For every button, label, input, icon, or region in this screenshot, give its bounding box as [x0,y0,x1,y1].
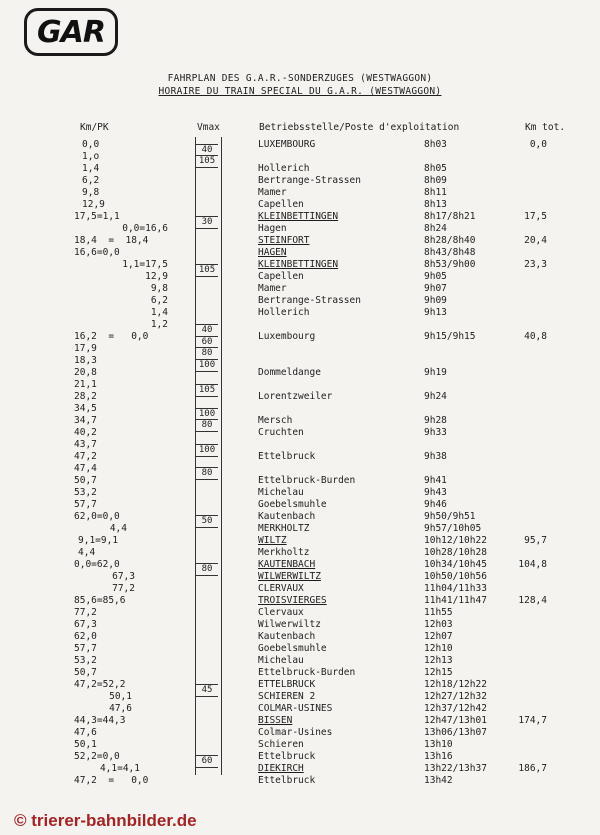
km-value: 77,2 [112,583,135,594]
header-km-pk: Km/PK [80,122,109,133]
station-name: Wilwerwiltz [258,619,321,630]
timetable-row [0,223,600,235]
km-value: 6,2 [82,175,100,186]
time-value: 13h16 [424,751,453,762]
timetable-row [0,163,600,175]
timetable-row [0,475,600,487]
km-value: 52,2=0,0 [74,751,120,762]
km-value: 67,3 [112,571,135,582]
timetable-row [0,775,600,787]
time-value: 11h04/11h33 [424,583,487,594]
time-value: 9h57/10h05 [424,523,482,534]
time-value: 9h05 [424,271,447,282]
km-value: 40,2 [74,427,97,438]
time-value: 12h13 [424,655,453,666]
time-value: 12h27/12h32 [424,691,487,702]
station-name: Clervaux [258,607,304,618]
time-value: 10h28/10h28 [424,547,487,558]
km-total: 174,7 [518,715,547,726]
station-name: Mamer [258,283,287,294]
station-name: Colmar-Usines [258,727,333,738]
time-value: 8h03 [424,139,447,150]
km-value: 4,4 [109,523,127,534]
time-value: 8h11 [424,187,447,198]
km-value: 53,2 [74,487,97,498]
station-name: Ettelbruck [258,751,316,762]
km-total: 104,8 [518,559,547,570]
time-value: 9h33 [424,427,447,438]
header-station: Betriebsstelle/Poste d'exploitation [259,122,460,133]
time-value: 9h15/9h15 [424,331,476,342]
time-value: 11h41/11h47 [424,595,487,606]
station-name: KAUTENBACH [258,559,316,570]
timetable-row [0,211,600,223]
km-value: 6,2 [150,295,168,306]
time-value: 13h06/13h07 [424,727,487,738]
title-german: FAHRPLAN DES G.A.R.-SONDERZUGES (WESTWAGGON) [167,73,433,84]
time-value: 12h10 [424,643,453,654]
timetable-row [0,175,600,187]
time-value: 13h22/13h37 [424,763,487,774]
gar-logo: GAR [24,8,118,56]
time-value: 9h46 [424,499,447,510]
title-french: HORAIRE DU TRAIN SPECIAL DU G.A.R. (WESTWAGGON) [158,86,442,97]
time-value: 8h05 [424,163,447,174]
km-value: 21,1 [74,379,97,390]
timetable-row [0,151,600,163]
km-value: 0,0=62,0 [74,559,120,570]
station-name: Cruchten [258,427,304,438]
km-value: 50,1 [109,691,132,702]
vmax-value: 105 [196,264,218,277]
timetable-row [0,583,600,595]
km-value: 43,7 [74,439,97,450]
km-value: 47,6 [109,703,132,714]
station-name: LUXEMBOURG [258,139,316,150]
vmax-value: 80 [196,347,218,360]
station-name: Merkholtz [258,547,310,558]
time-value: 9h28 [424,415,447,426]
vmax-value: 40 [196,324,218,337]
timetable-row [0,703,600,715]
timetable-row [0,367,600,379]
timetable-row [0,295,600,307]
station-name: Michelau [258,487,304,498]
station-name: Schieren [258,739,304,750]
km-value: 1,2 [150,319,168,330]
timetable-row [0,715,600,727]
station-name: Hollerich [258,163,310,174]
station-name: Ettelbruck-Burden [258,475,356,486]
station-name: Hagen [258,223,287,234]
km-value: 20,8 [74,367,97,378]
timetable-row [0,679,600,691]
km-value: 57,7 [74,499,97,510]
station-name: Kautenbach [258,631,316,642]
time-value: 9h09 [424,295,447,306]
vmax-value: 60 [196,336,218,349]
km-total: 17,5 [524,211,547,222]
km-value: 47,4 [74,463,97,474]
time-value: 8h28/8h40 [424,235,476,246]
timetable-row [0,415,600,427]
timetable-row [0,343,600,355]
vmax-value: 105 [196,384,218,397]
station-name: Capellen [258,199,304,210]
km-value: 17,9 [74,343,97,354]
km-value: 62,0=0,0 [74,511,120,522]
time-value: 10h34/10h45 [424,559,487,570]
station-name: Michelau [258,655,304,666]
station-name: BISSEN [258,715,293,726]
timetable-row [0,595,600,607]
timetable-row [0,307,600,319]
km-value: 1,4 [150,307,168,318]
km-value: 18,3 [74,355,97,366]
station-name: HAGEN [258,247,287,258]
station-name: KLEINBETTINGEN [258,211,339,222]
station-name: COLMAR-USINES [258,703,333,714]
km-value: 47,2 [74,451,97,462]
timetable-row [0,691,600,703]
time-value: 10h12/10h22 [424,535,487,546]
km-value: 44,3=44,3 [74,715,126,726]
vmax-value: 40 [196,144,218,157]
time-value: 12h18/12h22 [424,679,487,690]
km-value: 0,0=16,6 [122,223,168,234]
km-value: 62,0 [74,631,97,642]
km-total: 128,4 [518,595,547,606]
timetable-row [0,187,600,199]
km-total: 23,3 [524,259,547,270]
station-name: DIEKIRCH [258,763,304,774]
km-value: 12,9 [82,199,105,210]
timetable-row [0,439,600,451]
vmax-value: 105 [196,155,218,168]
km-value: 4,1=4,1 [99,763,140,774]
station-name: Ettelbruck [258,775,316,786]
time-value: 12h37/12h42 [424,703,487,714]
timetable-row [0,271,600,283]
copyright-watermark: © trierer-bahnbilder.de [14,811,197,830]
station-name: Mamer [258,187,287,198]
header-vmax: Vmax [197,122,220,133]
km-total: 186,7 [518,763,547,774]
time-value: 8h13 [424,199,447,210]
km-value: 9,8 [82,187,100,198]
station-name: Ettelbruck-Burden [258,667,356,678]
km-value: 28,2 [74,391,97,402]
km-total: 40,8 [524,331,547,342]
timetable-row [0,235,600,247]
km-value: 47,2=52,2 [74,679,126,690]
timetable-row [0,631,600,643]
km-value: 4,4 [78,547,96,558]
timetable-row [0,355,600,367]
timetable-row [0,655,600,667]
timetable-row [0,511,600,523]
time-value: 9h41 [424,475,447,486]
km-value: 47,2 = 0,0 [74,775,149,786]
time-value: 9h24 [424,391,447,402]
time-value: 9h13 [424,307,447,318]
timetable-row [0,619,600,631]
timetable-row [0,427,600,439]
vmax-value: 80 [196,467,218,480]
km-value: 1,4 [82,163,100,174]
time-value: 9h38 [424,451,447,462]
station-name: STEINFORT [258,235,310,246]
timetable-row [0,463,600,475]
timetable-row [0,751,600,763]
station-name: WILTZ [258,535,287,546]
time-value: 12h07 [424,631,453,642]
vmax-value: 30 [196,216,218,229]
timetable-row [0,379,600,391]
km-value: 34,5 [74,403,97,414]
km-value: 47,6 [74,727,97,738]
timetable-row [0,607,600,619]
timetable-row [0,199,600,211]
timetable-row [0,727,600,739]
time-value: 9h07 [424,283,447,294]
km-value: 50,1 [74,739,97,750]
timetable-row [0,247,600,259]
time-value: 13h42 [424,775,453,786]
station-name: Dommeldange [258,367,321,378]
station-name: Goebelsmuhle [258,643,327,654]
timetable-row [0,451,600,463]
km-value: 50,7 [74,475,97,486]
vmax-value: 60 [196,755,218,768]
timetable-row [0,487,600,499]
km-total: 0,0 [529,139,547,150]
km-total: 20,4 [524,235,547,246]
station-name: ETTELBRUCK [258,679,316,690]
time-value: 12h03 [424,619,453,630]
time-value: 13h10 [424,739,453,750]
km-value: 50,7 [74,667,97,678]
station-name: MERKHOLTZ [258,523,310,534]
km-total: 95,7 [524,535,547,546]
station-name: Hollerich [258,307,310,318]
km-value: 1,o [82,151,100,162]
time-value: 12h47/13h01 [424,715,487,726]
vmax-value: 45 [196,684,218,697]
station-name: Goebelsmuhle [258,499,327,510]
time-value: 8h43/8h48 [424,247,476,258]
timetable-row [0,535,600,547]
timetable-row [0,331,600,343]
timetable-row [0,283,600,295]
km-value: 34,7 [74,415,97,426]
vmax-value: 100 [196,408,218,421]
time-value: 8h53/9h00 [424,259,476,270]
station-name: TROISVIERGES [258,595,327,606]
timetable-row [0,667,600,679]
vmax-value: 80 [196,419,218,432]
timetable-row [0,643,600,655]
vmax-value: 100 [196,444,218,457]
timetable-row [0,547,600,559]
km-value: 67,3 [74,619,97,630]
km-value: 18,4 = 18,4 [74,235,149,246]
km-value: 77,2 [74,607,97,618]
km-value: 9,8 [150,283,168,294]
km-value: 53,2 [74,655,97,666]
station-name: Bertrange-Strassen [258,175,361,186]
station-name: Luxembourg [258,331,316,342]
time-value: 8h24 [424,223,447,234]
timetable-row [0,319,600,331]
timetable-row [0,499,600,511]
km-value: 16,6=0,0 [74,247,120,258]
vmax-value: 50 [196,515,218,528]
km-value: 57,7 [74,643,97,654]
station-name: Ettelbruck [258,451,316,462]
station-name: Capellen [258,271,304,282]
timetable-row [0,403,600,415]
timetable-row [0,523,600,535]
km-value: 1,1=17,5 [122,259,168,270]
station-name: CLERVAUX [258,583,304,594]
station-name: Lorentzweiler [258,391,333,402]
station-name: SCHIEREN 2 [258,691,316,702]
station-name: Bertrange-Strassen [258,295,361,306]
station-name: Mersch [258,415,293,426]
timetable-row [0,391,600,403]
timetable-row [0,739,600,751]
km-value: 12,9 [145,271,168,282]
timetable-row [0,139,600,151]
station-name: WILWERWILTZ [258,571,321,582]
time-value: 8h17/8h21 [424,211,476,222]
km-value: 0,0 [82,139,100,150]
time-value: 9h50/9h51 [424,511,476,522]
timetable-row [0,763,600,775]
time-value: 9h19 [424,367,447,378]
km-value: 9,1=9,1 [78,535,119,546]
km-value: 16,2 = 0,0 [74,331,149,342]
km-value: 85,6=85,6 [74,595,126,606]
header-km-tot: Km tot. [525,122,566,133]
vmax-value: 100 [196,359,218,372]
vmax-value: 80 [196,563,218,576]
station-name: Kautenbach [258,511,316,522]
timetable-row [0,571,600,583]
time-value: 8h09 [424,175,447,186]
time-value: 12h15 [424,667,453,678]
timetable-row [0,559,600,571]
time-value: 10h50/10h56 [424,571,487,582]
timetable-row [0,259,600,271]
time-value: 9h43 [424,487,447,498]
km-value: 17,5=1,1 [74,211,120,222]
station-name: KLEINBETTINGEN [258,259,339,270]
time-value: 11h55 [424,607,453,618]
